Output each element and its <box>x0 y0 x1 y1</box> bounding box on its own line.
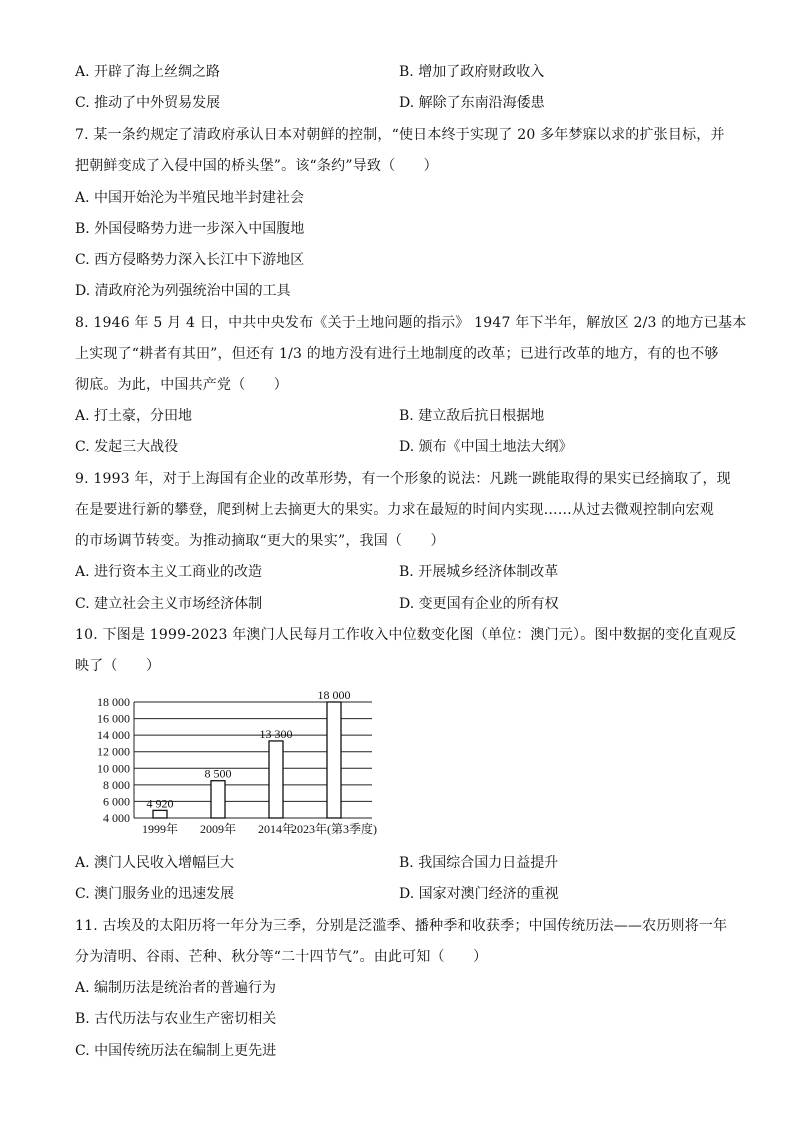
bar-value-label: 13 300 <box>259 726 293 741</box>
y-tick-label: 10 000 <box>97 761 130 776</box>
y-tick-label: 8 000 <box>103 777 130 792</box>
q6-option-b: B. 增加了政府财政收入 <box>399 64 545 80</box>
q7-option-a: A. 中国开始沦为半殖民地半封建社会 <box>75 190 305 206</box>
q8-option-d: D. 颁布《中国土地法大纲》 <box>399 439 573 455</box>
bar <box>211 781 225 818</box>
q11-stem-line2: 分为清明、谷雨、芒种、秋分等“二十四节气”。由此可知（ ） <box>75 949 488 965</box>
bar-value-label: 18 000 <box>317 688 351 702</box>
q8-option-b: B. 建立敌后抗日根据地 <box>399 408 545 424</box>
x-category-label: 2023年(第3季度) <box>291 822 377 836</box>
y-tick-label: 12 000 <box>97 744 130 759</box>
bar-value-label: 8 500 <box>204 766 232 781</box>
q6-option-d: D. 解除了东南沿海倭患 <box>399 95 545 111</box>
y-tick-label: 16 000 <box>97 711 130 726</box>
q9-option-d: D. 变更国有企业的所有权 <box>399 596 559 612</box>
q11-option-a: A. 编制历法是统治者的普遍行为 <box>75 980 277 996</box>
q7-option-d: D. 清政府沦为列强统治中国的工具 <box>75 283 291 299</box>
q7-option-b: B. 外国侵略势力进一步深入中国腹地 <box>75 221 305 237</box>
q11-option-c: C. 中国传统历法在编制上更先进 <box>75 1043 277 1059</box>
y-tick-label: 6 000 <box>103 794 130 809</box>
q6-option-c: C. 推动了中外贸易发展 <box>75 95 221 111</box>
q10-stem-line2: 映了（ ） <box>75 658 161 674</box>
q10-option-b: B. 我国综合国力日益提升 <box>399 855 559 871</box>
income-bar-chart <box>72 684 442 844</box>
q7-stem-line2: 把朝鲜变成了入侵中国的桥头堡”。该“条约”导致（ ） <box>75 158 438 174</box>
q11-option-b: B. 古代历法与农业生产密切相关 <box>75 1011 277 1027</box>
q6-option-a: A. 开辟了海上丝绸之路 <box>75 64 221 80</box>
q10-stem-line1: 10. 下图是 1999-2023 年澳门人民每月工作收入中位数变化图（单位：澳门元）。图中数据的变化直观反 <box>75 627 737 643</box>
q8-stem-line2: 上实现了“耕者有其田”，但还有 1/3 的地方没有进行土地制度的改革；已进行改革的地方，有的也不够 <box>75 346 719 362</box>
q8-option-a: A. 打土豪，分田地 <box>75 408 193 424</box>
q9-option-b: B. 开展城乡经济体制改革 <box>399 564 559 580</box>
q9-stem-line1: 9. 1993 年，对于上海国有企业的改革形势，有一个形象的说法：凡跳一跳能取得的果实已经摘取了，现 <box>75 471 731 487</box>
q9-option-a: A. 进行资本主义工商业的改造 <box>75 564 263 580</box>
q7-stem-line1: 7. 某一条约规定了清政府承认日本对朝鲜的控制，“使日本终于实现了 20 多年梦寐以求的扩张目标，并 <box>75 127 725 143</box>
y-tick-label: 18 000 <box>97 695 130 709</box>
y-tick-label: 4 000 <box>103 811 130 825</box>
q7-option-c: C. 西方侵略势力深入长江中下游地区 <box>75 252 305 268</box>
q10-option-c: C. 澳门服务业的迅速发展 <box>75 886 235 902</box>
x-category-label: 1999年 <box>141 822 179 836</box>
bar-value-label: 4 920 <box>146 796 174 811</box>
q10-option-a: A. 澳门人民收入增幅巨大 <box>75 855 235 871</box>
y-tick-label: 14 000 <box>97 728 130 743</box>
q8-stem-line1: 8. 1946 年 5 月 4 日，中共中央发布《关于土地问题的指示》 1947 年下半年，解放区 2/3 的地方已基本 <box>75 315 747 331</box>
q9-stem-line2: 在是要进行新的攀登，爬到树上去摘更大的果实。力求在最短的时间内实现……从过去微观控制向宏观 <box>75 502 714 518</box>
q9-stem-line3: 的市场调节转变。为推动摘取“更大的果实”，我国（ ） <box>75 533 445 549</box>
bar <box>269 741 283 818</box>
q8-stem-line3: 彻底。为此，中国共产党（ ） <box>75 377 288 393</box>
q9-option-c: C. 建立社会主义市场经济体制 <box>75 596 263 612</box>
q8-option-c: C. 发起三大战役 <box>75 439 179 455</box>
q10-option-d: D. 国家对澳门经济的重视 <box>399 886 559 902</box>
bar <box>327 702 341 818</box>
bar <box>153 810 167 818</box>
x-category-label: 2014年 <box>257 822 295 836</box>
x-category-label: 2009年 <box>199 822 237 836</box>
q11-stem-line1: 11. 古埃及的太阳历将一年分为三季，分别是泛滥季、播种季和收获季；中国传统历法——农历则将一年 <box>75 918 728 934</box>
